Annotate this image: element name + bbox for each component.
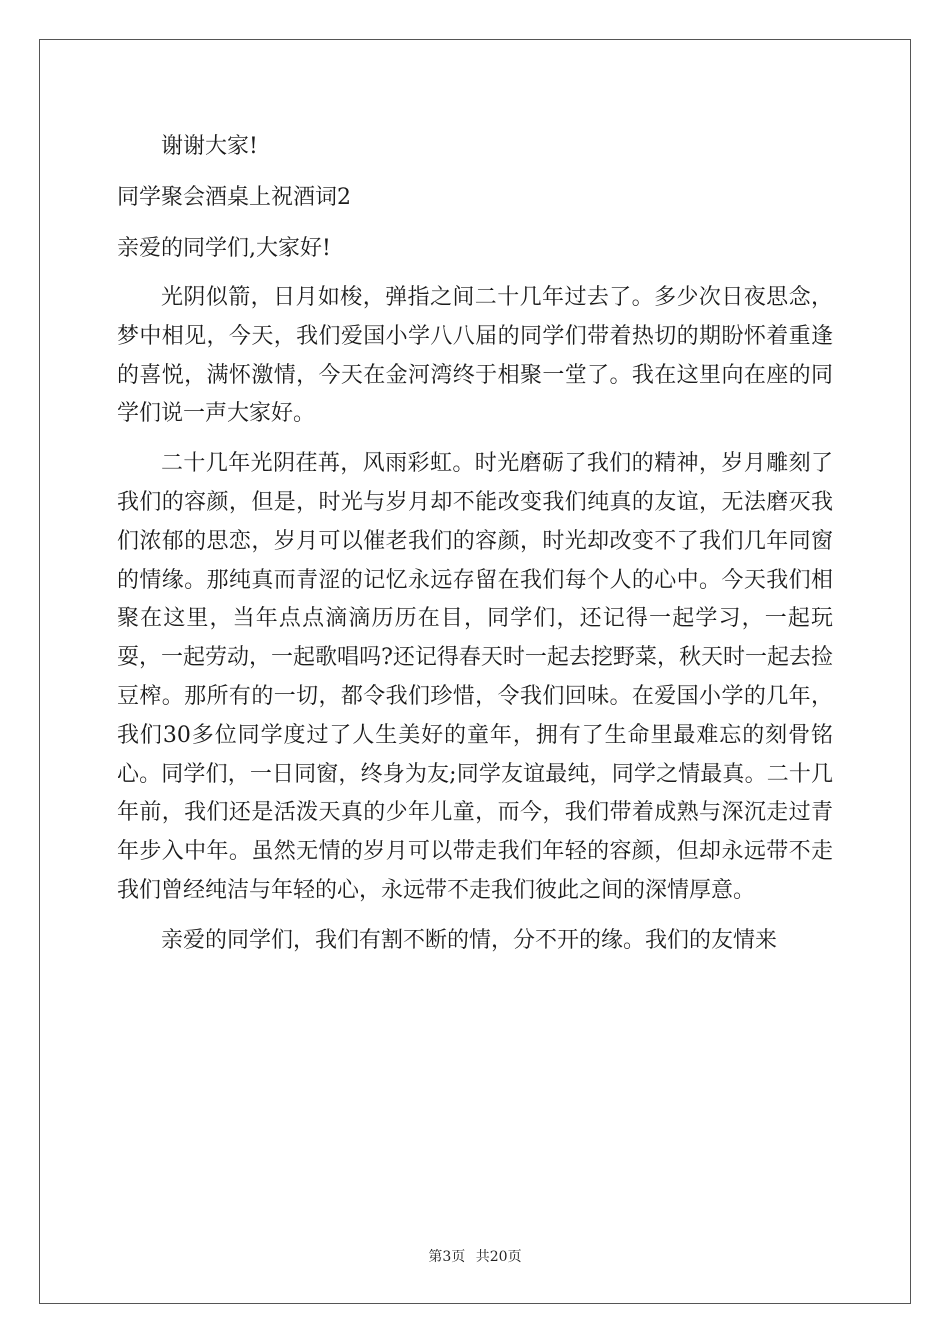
paragraph: 光阴似箭，日月如梭，弹指之间二十几年过去了。多少次日夜思念，梦中相见，今天，我们爱国小学八八届的同学们带着热切的期盼怀着重逢的喜悦，满怀激情，今天在金河湾终于相聚一堂了。我在这里向在座的同学们说一声大家好。 bbox=[117, 285, 833, 427]
paragraph: 亲爱的同学们，我们有割不断的情，分不开的缘。我们的友情来 bbox=[161, 927, 778, 953]
paragraph: 二十几年光阴荏苒，风雨彩虹。时光磨砺了我们的精神，岁月雕刻了我们的容颜，但是，时光与岁月却不能改变我们纯真的友谊，无法磨灭我们浓郁的思恋，岁月可以催老我们的容颜，时光却改变不了我们几年同窗的情缘。那纯真而青涩的记忆永远存留在我们每个人的心中。今天我们相聚在这里，当年点点滴滴历历在目，同学们，还记得一起学习，一起玩耍，一起劳动，一起歌唱吗?还记得春天时一起去挖野菜，秋天时一起去捡豆榨。那所有的一切，都令我们珍惜，令我们回味。在爱国小学的几年，我们30多位同学度过了人生美好的童年，拥有了生命里最难忘的刻骨铭心。同学们，一日同窗，终身为友;同学友谊最纯，同学之情最真。二十几年前，我们还是活泼天真的少年儿童，而今，我们带着成熟与深沉走过青年步入中年。虽然无情的岁月可以带走我们年轻的容颜，但却永远带不走我们曾经纯洁与年轻的心，永远带不走我们彼此之间的深情厚意。 bbox=[117, 451, 833, 903]
document-title: 同学聚会酒桌上祝酒词2 bbox=[117, 185, 351, 210]
page-number: 第3页 bbox=[428, 1249, 466, 1265]
page-footer bbox=[0, 1246, 950, 1266]
page-total: 共20页 bbox=[475, 1249, 522, 1265]
document-body bbox=[117, 128, 833, 961]
greeting-line: 亲爱的同学们,大家好! bbox=[117, 236, 331, 261]
closing-line: 谢谢大家! bbox=[161, 134, 258, 159]
